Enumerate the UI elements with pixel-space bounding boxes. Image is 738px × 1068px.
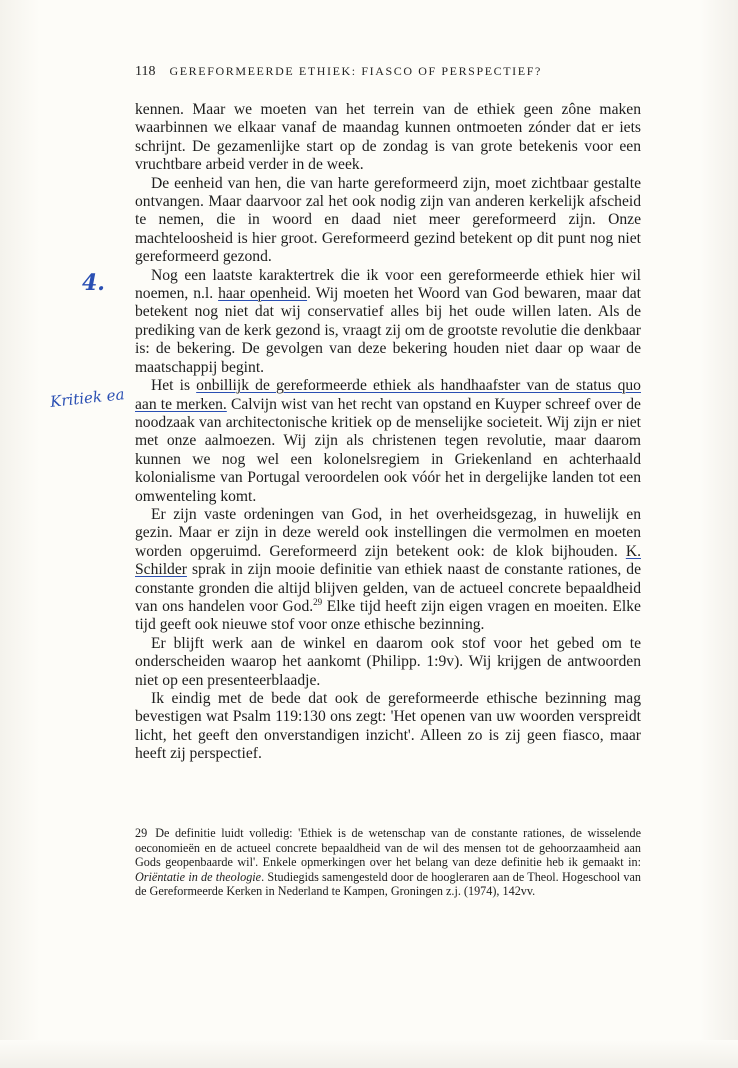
paragraph: Er blijft werk aan de winkel en daarom ook stof voor het gebed om te onderscheiden waarop het aankomt (Philipp. 1:9v). Wij krijgen de antwoorden niet op een presenteerblaadje.	[135, 634, 641, 689]
footnote-text: De definitie luidt volledig: 'Ethiek is de wetenschap van de constante rationes, de wisselende oeconomieën en de actueel concrete bepaaldheid van de wil des mensen tot de gehoorzaamheid aan Gods geopenbaarde wil'. Enkele opmerkingen over het belang van deze definitie heb ik gemaakt in:	[135, 826, 641, 870]
text-run: Nog een laatste karaktertrek die ik voor een gereformeerde ethiek hier wil noemen, n.l.	[135, 266, 641, 303]
footnote-title: Oriëntatie in de theologie	[135, 869, 262, 884]
footnote-reference: 29	[313, 596, 323, 607]
paragraph	[135, 267, 641, 377]
text-run: Calvijn wist van het recht van opstand en Kuyper schreef over de noodzaak van architectonische kritiek op de menselijke societeit. Wij zijn er niet met onze aalmoezen. Wij zijn als christenen tegen revolutie, maar daarom kunnen we nog wel een kolonelsregiem in Griekenland en achterhaald kolonialisme van Portugal veroordelen ook vóór het in dergelijke landen tot een omwenteling komt.	[135, 395, 641, 505]
paragraph: De eenheid van hen, die van harte gereformeerd zijn, moet zichtbaar gestalte ontvangen. Maar daarvoor zal het ook nodig zijn van anderen kerkelijk afscheid te nemen, die in woord en daad niet meer gereformeerd zijn. Onze machteloosheid is hier groot. Gereformeerd gezind betekent op dit punt nog niet gereformeerd gezond.	[135, 174, 641, 266]
text-run: Elke tijd heeft zijn eigen vragen en moeiten. Elke tijd geeft ook nieuwe stof voor onze ethische bezinning.	[135, 597, 641, 634]
running-header	[135, 64, 615, 80]
text-run: . Wij moeten het Woord van God bewaren, maar dat betekent nog niet dat wij conservatief alles bij het oude willen laten. Als de prediking van de kerk gezond is, vraagt zij om de grootste revolutie die denkbaar is: de bekering. De gevolgen van deze bekering houden niet daar op waar de maatschappij begint.	[135, 285, 641, 376]
text-run: sprak in zijn mooie definitie van ethiek naast de constante rationes, de constante gronden die altijd blijven gelden, van de actueel concrete bepaaldheid van ons handelen voor God.	[135, 561, 641, 615]
paragraph: Ik eindig met de bede dat ook de gereformeerde ethische bezinning mag bevestigen wat Psalm 119:130 ons zegt: 'Het openen van uw woorden verspreidt licht, het geeft den onverstandigen inzicht'. Alleen zo is zij geen fiasco, maar heeft zij perspectief.	[135, 690, 641, 763]
page-number: 118	[135, 64, 156, 79]
running-title: GEREFORMEERDE ETHIEK: FIASCO OF PERSPECTIEF?	[169, 64, 542, 78]
footnote	[135, 826, 641, 899]
body-text	[135, 101, 641, 764]
handwritten-kritiek-note: Kritiek ea	[49, 385, 126, 411]
text-run: Er zijn vaste ordeningen van God, in het overheidsgezag, in huwelijk en gezin. Maar er zijn in deze wereld ook instellingen die vermolmen en moeten worden opgeruimd. Gereformeerd zijn betekent ook: de klok bijhouden.	[135, 505, 641, 560]
footnote-number: 29	[135, 826, 148, 840]
paragraph	[135, 377, 641, 506]
handwritten-number-note: 4.	[82, 270, 105, 296]
underlined-phrase: haar openheid	[218, 285, 308, 303]
scan-edge	[0, 1040, 738, 1068]
paragraph: kennen. Maar we moeten van het terrein van de ethiek geen zône maken waarbinnen we elkaar vanaf de maandag kunnen ontmoeten zónder dat er iets schrijnt. De gezamenlijke start op de zondag is van grote betekenis voor een vruchtbare arbeid verder in de week.	[135, 101, 641, 174]
underlined-phrase: onbillijk de gereformeerde ethiek als handhaafster van de status quo aan te merken.	[135, 377, 641, 413]
footnote-text: . Studiegids samengesteld door de hoogleraren aan de Theol. Hogeschool van de Gereformeerde Kerken in Nederland te Kampen, Groningen z.j. (1974), 142vv.	[135, 869, 641, 899]
text-run: Het is	[151, 377, 191, 395]
paragraph	[135, 506, 641, 635]
underlined-phrase: K. Schilder	[135, 542, 641, 579]
